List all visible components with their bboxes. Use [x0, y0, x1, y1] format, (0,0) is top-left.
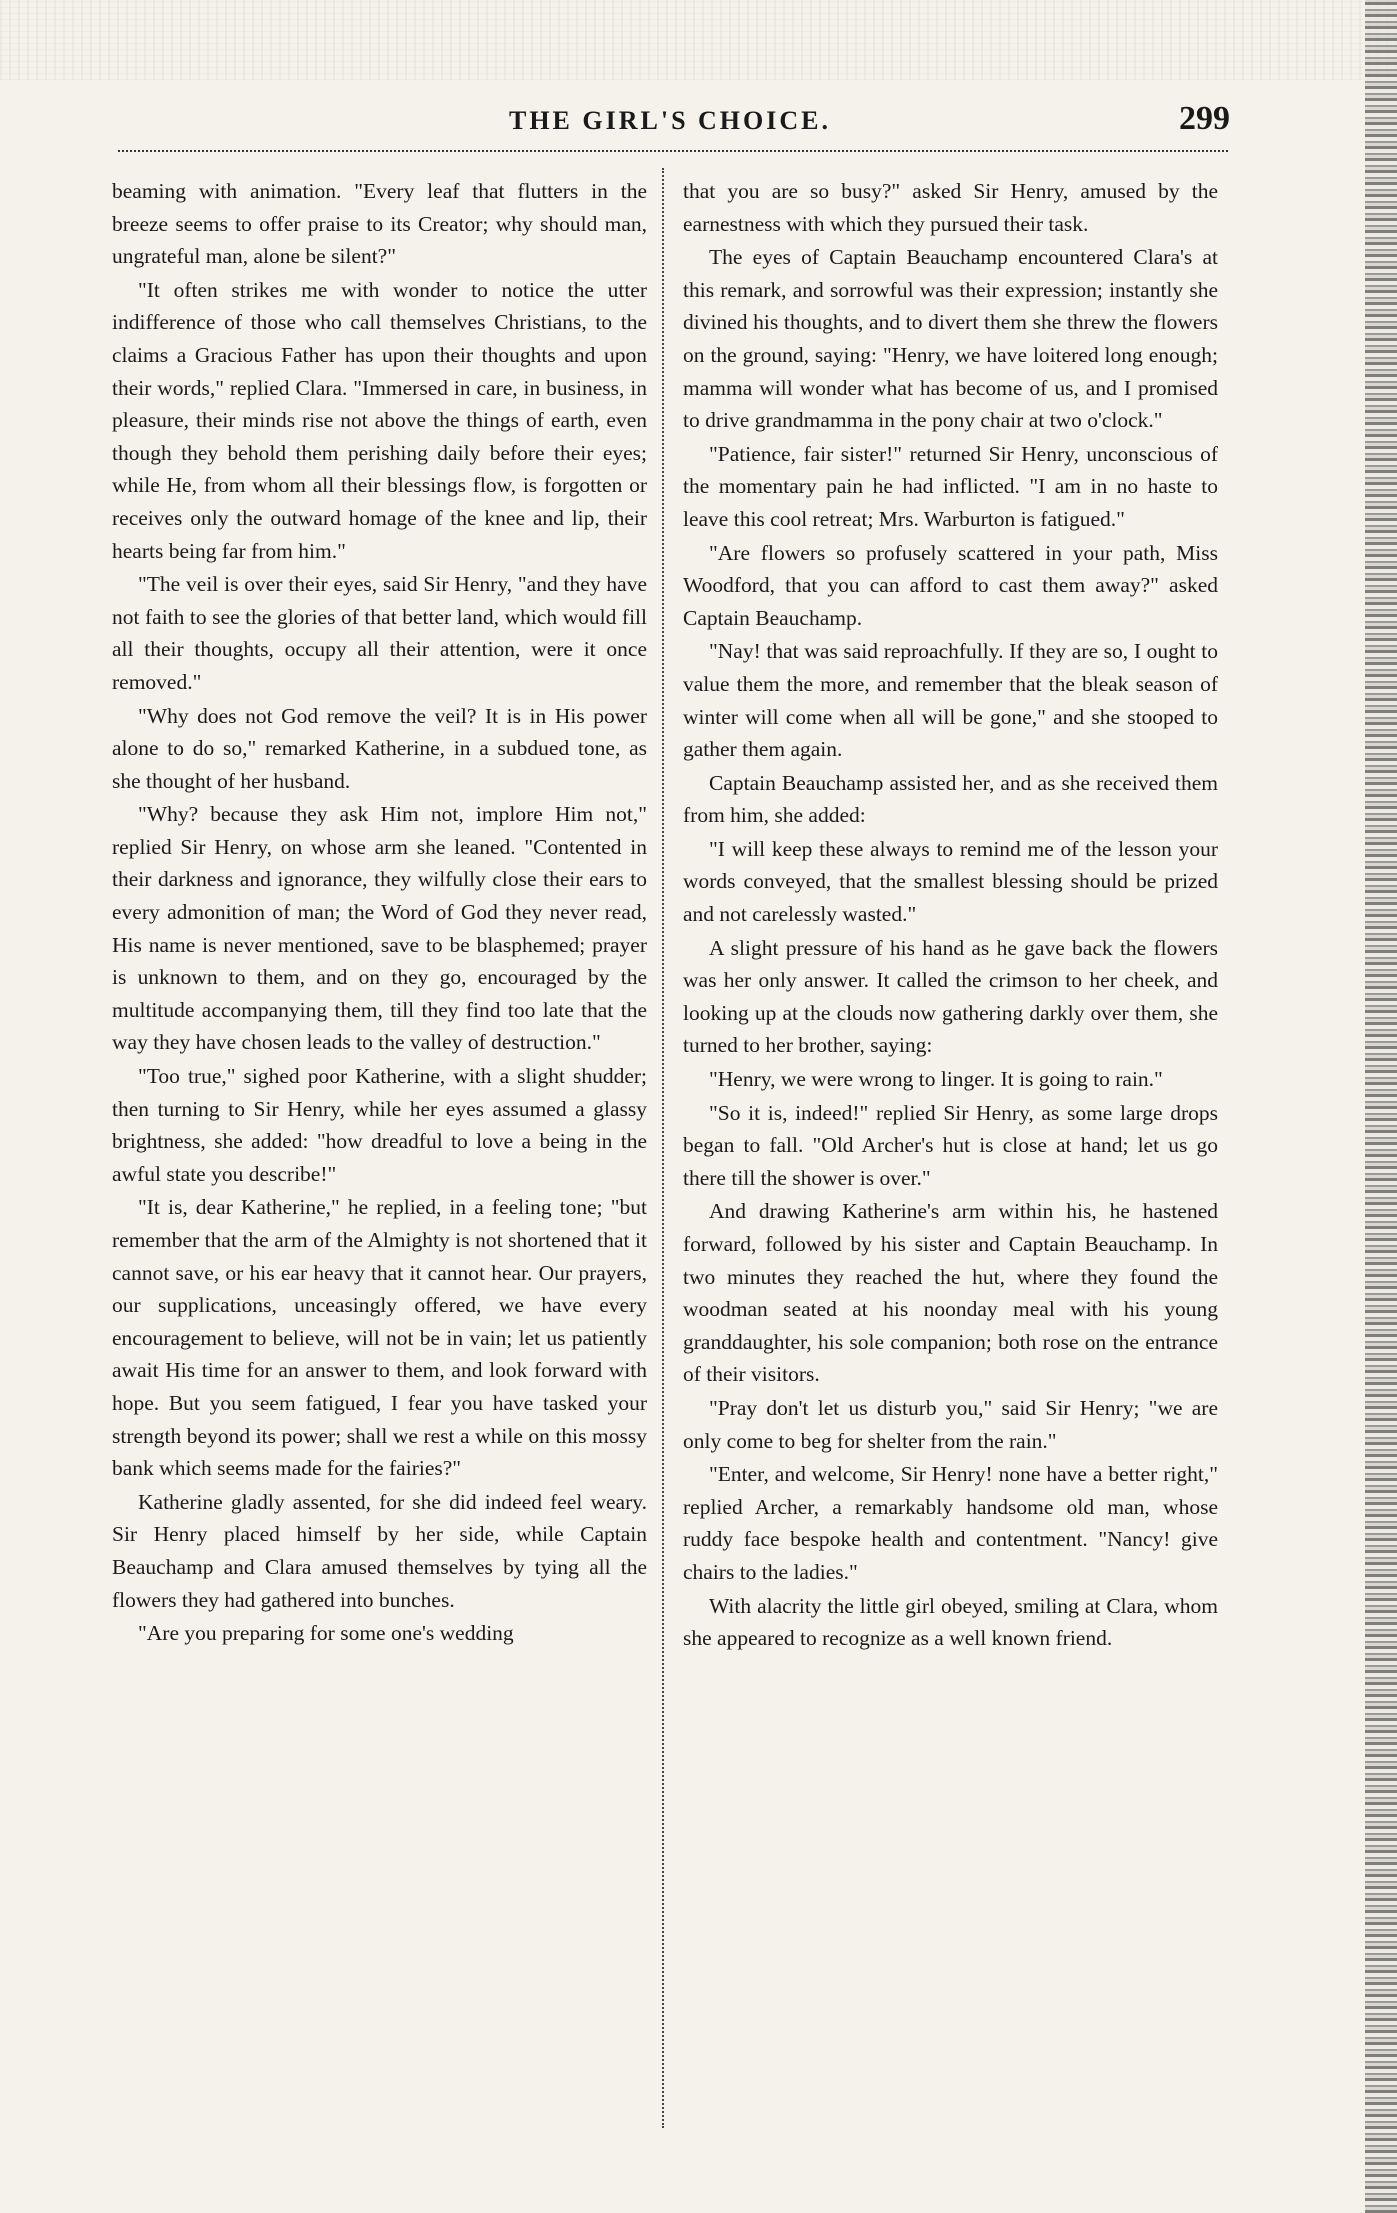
paragraph: "It is, dear Katherine," he replied, in a feeling tone; "but remember that the arm of the Almighty is not shortened that it cannot save, or his ear heavy that it cannot hear. Our prayers, our supplications, unceasingly offered, we have every encouragement to believe, will not be in vain; let us patiently await His time for an answer to them, and look forward with hope. But you seem fatigued, I fear you have tasked your strength beyond its power; shall we rest a while on this mossy bank which seems made for the fairies?" [112, 1195, 647, 1481]
paragraph: "Pray don't let us disturb you," said Sir Henry; "we are only come to beg for shelter from the rain." [683, 1395, 1218, 1453]
paragraph: "The veil is over their eyes, said Sir Henry, "and they have not faith to see the glories of that better land, which would fill all their thoughts, occupy all their attention, were it once removed." [112, 572, 647, 694]
paragraph: And drawing Katherine's arm within his, he hastened forward, followed by his sister and Captain Beauchamp. In two minutes they reached the hut, where they found the woodman seated at his noonday meal with his young granddaughter, his sole companion; both rose on the entrance of their visitors. [683, 1199, 1218, 1387]
paragraph: beaming with animation. "Every leaf that flutters in the breeze seems to offer praise to its Creator; why should man, ungrateful man, alone be silent?" [112, 179, 647, 269]
paragraph: "I will keep these always to remind me of the lesson your words conveyed, that the smallest blessing should be prized and not carelessly wasted." [683, 836, 1218, 927]
paragraph: "Nay! that was said reproachfully. If they are so, I ought to value them the more, and remember that the bleak season of winter will come when all will be gone," and she stooped to gather them again. [683, 639, 1218, 762]
running-title: THE GIRL'S CHOICE. [508, 106, 831, 135]
paragraph: With alacrity the little girl obeyed, smiling at Clara, whom she appeared to recognize as a well known friend. [683, 1593, 1218, 1651]
column-divider [662, 168, 664, 2128]
paragraph: "Why? because they ask Him not, implore Him not," replied Sir Henry, on whose arm she leaned. "Contented in their darkness and ignorance, they wilfully close their ears to every admonition of man; the Word of God they never read, His name is never mentioned, save to be blasphemed; prayer is unknown to them, and on they go, encouraged by the multitude accompanying them, till they find too late that the way they have chosen leads to the valley of destruction." [112, 802, 647, 1055]
paragraph: "Henry, we were wrong to linger. It is going to rain." [709, 1067, 1163, 1092]
header-rule [118, 150, 1228, 152]
page-header [110, 100, 1230, 148]
page-edge [1365, 0, 1397, 2213]
paragraph: "It often strikes me with wonder to notice the utter indifference of those who call themselves Christians, to the claims a Gracious Father has upon their thoughts and upon their words," replied Clara. "Immersed in care, in business, in pleasure, their minds rise not above the things of earth, even though they behold them perishing daily before their eyes; while He, from whom all their blessings flow, is forgotten or receives only the outward homage of the knee and lip, their hearts being far from him." [112, 277, 647, 563]
paragraph: The eyes of Captain Beauchamp encountered Clara's at this remark, and sorrowful was their expression; instantly she divined his thoughts, and to divert them she threw the flowers on the ground, saying: "Henry, we have loitered long enough; mamma will wonder what has become of us, and I promised to drive grandmamma in the pony chair at two o'clock." [683, 245, 1218, 433]
right-column [683, 175, 1218, 2135]
paragraph: "Enter, and welcome, Sir Henry! none have a better right," replied Archer, a remarkably handsome old man, whose ruddy face bespoke health and contentment. "Nancy! give chairs to the ladies." [683, 1462, 1218, 1584]
left-column [112, 175, 647, 2135]
paragraph: "Are you preparing for some one's wedding [138, 1621, 514, 1646]
paragraph: A slight pressure of his hand as he gave back the flowers was her only answer. It called the crimson to her cheek, and looking up at the clouds now gathering darkly over them, she turned to her brother, saying: [683, 935, 1218, 1058]
paragraph: "Why does not God remove the veil? It is in His power alone to do so," remarked Katherine, in a subdued tone, as she thought of her husband. [112, 703, 647, 793]
paragraph: "Are flowers so profusely scattered in your path, Miss Woodford, that you can afford to cast them away?" asked Captain Beauchamp. [683, 540, 1218, 630]
page-number: 299 [1179, 100, 1230, 137]
paragraph: "Too true," sighed poor Katherine, with a slight shudder; then turning to Sir Henry, while her eyes assumed a glassy brightness, she added: "how dreadful to love a being in the awful state you describe!" [112, 1064, 647, 1186]
paragraph: that you are so busy?" asked Sir Henry, amused by the earnestness with which they pursued their task. [683, 179, 1218, 236]
paragraph: "So it is, indeed!" replied Sir Henry, as some large drops began to fall. "Old Archer's hut is close at hand; let us go there till the shower is over." [683, 1100, 1218, 1190]
paragraph: "Patience, fair sister!" returned Sir Henry, unconscious of the momentary pain he had inflicted. "I am in no haste to leave this cool retreat; Mrs. Warburton is fatigued." [683, 441, 1218, 531]
paragraph: Katherine gladly assented, for she did indeed feel weary. Sir Henry placed himself by her side, while Captain Beauchamp and Clara amused themselves by tying all the flowers they had gathered into bunches. [112, 1489, 647, 1612]
page-speckle [0, 0, 1397, 80]
paragraph: Captain Beauchamp assisted her, and as she received them from him, she added: [683, 770, 1218, 828]
